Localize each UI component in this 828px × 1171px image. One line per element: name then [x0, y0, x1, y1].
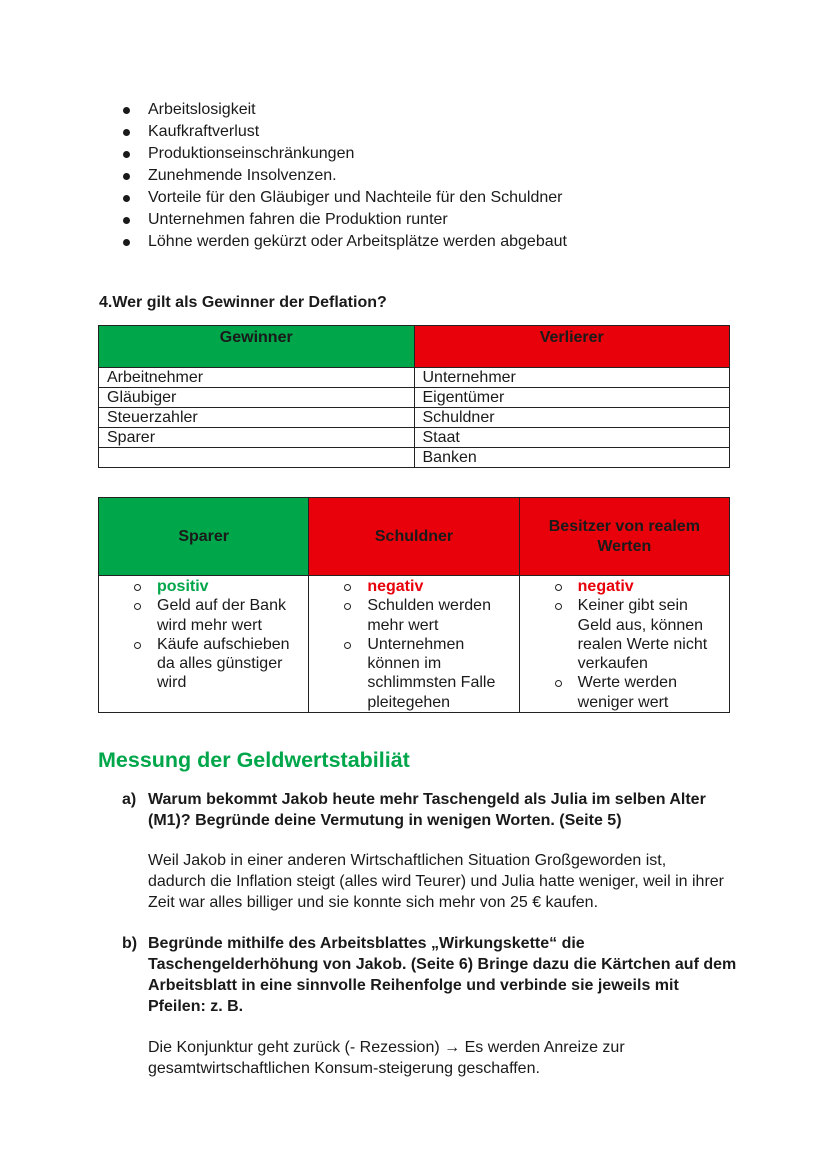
table-row	[99, 368, 730, 388]
question-4: 4.Wer gilt als Gewinner der Deflation?	[99, 294, 387, 311]
table-cell: Unternehmer	[414, 368, 730, 388]
table-cell: Steuerzahler	[99, 408, 415, 428]
bullet-icon	[123, 195, 130, 202]
table-cell	[309, 576, 519, 713]
circle-bullet-icon	[555, 603, 562, 610]
table-row	[99, 388, 730, 408]
answer-b: Die Konjunktur geht zurück (- Rezession) → Es werden Anreize zur gesamtwirtschaftlichen Konsum-steigerung geschaffen.	[148, 1039, 625, 1077]
table-row	[99, 448, 730, 468]
header-sparer: Sparer	[99, 498, 309, 576]
circle-bullet-icon	[134, 642, 141, 649]
list-item: Werte werden weniger wert	[528, 673, 721, 712]
header-losers: Verlierer	[414, 326, 730, 368]
list-item: positiv	[107, 577, 300, 596]
table-cell: Gläubiger	[99, 388, 415, 408]
table-row	[99, 576, 730, 713]
header-schuldner: Schuldner	[309, 498, 519, 576]
circle-bullet-icon	[344, 642, 351, 649]
circle-bullet-icon	[344, 584, 351, 591]
header-besitzer: Besitzer von realem Werten	[519, 498, 729, 576]
table-cell: Staat	[414, 428, 730, 448]
list-item: Produktionseinschränkungen	[120, 143, 567, 165]
bullet-icon	[123, 239, 130, 246]
list-item: Arbeitslosigkeit	[120, 99, 567, 121]
list-item: Kaufkraftverlust	[120, 121, 567, 143]
list-item: Unternehmen können im schlimmsten Falle pleitegehen	[317, 635, 510, 712]
bullet-icon	[123, 151, 130, 158]
bullet-icon	[123, 173, 130, 180]
circle-bullet-icon	[134, 603, 141, 610]
circle-bullet-icon	[134, 584, 141, 591]
question-a-text: Warum bekommt Jakob heute mehr Taschengeld als Julia im selben Alter (M1)? Begründe deine Vermutung in wenigen Worten. (Seite 5)	[148, 791, 706, 829]
list-item: negativ	[528, 577, 721, 596]
table-cell: Banken	[414, 448, 730, 468]
circle-bullet-icon	[555, 680, 562, 687]
bullet-icon	[123, 129, 130, 136]
bullet-icon	[123, 107, 130, 114]
table-cell	[519, 576, 729, 713]
list-item: Vorteile für den Gläubiger und Nachteile für den Schuldner	[120, 187, 567, 209]
consequences-list	[120, 99, 567, 253]
groups-effects-table	[98, 497, 730, 713]
circle-bullet-icon	[344, 603, 351, 610]
list-item: Schulden werden mehr wert	[317, 596, 510, 635]
list-item: negativ	[317, 577, 510, 596]
header-winners: Gewinner	[99, 326, 415, 368]
question-a-label: a)	[122, 791, 137, 808]
answer-a: Weil Jakob in einer anderen Wirtschaftlichen Situation Großgeworden ist, dadurch die Inflation steigt (alles wird Teurer) und Julia hatte weniger, weil in ihrer Zeit war alles billiger und sie konnte sich mehr von 25 € kaufen.	[148, 852, 725, 911]
table-cell: Schuldner	[414, 408, 730, 428]
circle-bullet-icon	[555, 584, 562, 591]
section-heading: Messung der Geldwertstabiliät	[98, 748, 410, 772]
list-item: Keiner gibt sein Geld aus, können realen Werte nicht verkaufen	[528, 596, 721, 673]
list-item: Zunehmende Insolvenzen.	[120, 165, 567, 187]
table-cell	[99, 448, 415, 468]
table-row	[99, 408, 730, 428]
question-a	[122, 789, 738, 831]
question-b-label: b)	[122, 935, 138, 952]
list-item: Unternehmen fahren die Produktion runter	[120, 209, 567, 231]
table-cell: Sparer	[99, 428, 415, 448]
bullet-icon	[123, 217, 130, 224]
list-item: Geld auf der Bank wird mehr wert	[107, 596, 300, 635]
list-item: Käufe aufschieben da alles günstiger wird	[107, 635, 300, 693]
table-cell: Arbeitnehmer	[99, 368, 415, 388]
table-row	[99, 428, 730, 448]
table-cell	[99, 576, 309, 713]
question-b	[122, 933, 738, 1017]
list-item: Löhne werden gekürzt oder Arbeitsplätze werden abgebaut	[120, 231, 567, 253]
question-b-text: Begründe mithilfe des Arbeitsblattes „Wirkungskette“ die Taschengelderhöhung von Jakob. (Seite 6) Bringe dazu die Kärtchen auf dem Arbeitsblatt in eine sinnvolle Reihenfolge und verbinde sie jeweils mit Pfeilen: z. B.	[148, 935, 737, 1015]
table-cell: Eigentümer	[414, 388, 730, 408]
winners-losers-table	[98, 325, 730, 468]
